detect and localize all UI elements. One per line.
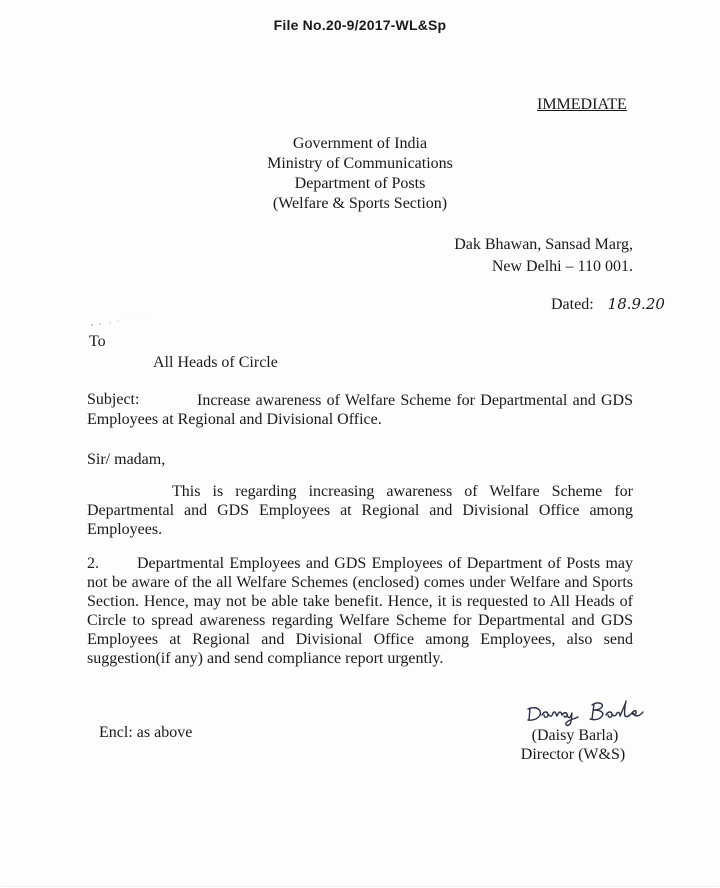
- scan-speckle: [88, 315, 158, 329]
- signatory-name: (Daisy Barla): [531, 727, 619, 744]
- office-address: [380, 234, 633, 278]
- paragraph-2-number: 2.: [87, 555, 99, 572]
- scan-edge: [1, 886, 719, 887]
- paragraph-2-text: Departmental Employees and GDS Employees of Department of Posts may not be aware of the all Welfare Schemes (enclosed) comes under Welfare and Sports Section. Hence, may not be able take benefit. Hence, it is requested to All Heads of Circle to spread awareness regarding Welfare Scheme for Departmental and GDS Employees at Regional and Divisional Office among Employees, also send suggestion(if any) and send compliance report urgently.: [87, 555, 633, 667]
- date-line: [551, 295, 665, 314]
- enclosure-note: Encl: as above: [99, 724, 193, 741]
- office-line-section: (Welfare & Sports Section): [272, 195, 448, 212]
- date-value: 18.9.20: [607, 295, 665, 313]
- office-line-department: Department of Posts: [294, 175, 426, 192]
- office-heading: [210, 134, 510, 214]
- address-line-1: Dak Bhawan, Sansad Marg,: [454, 236, 633, 253]
- file-number: File No.20-9/2017-WL&Sp: [273, 17, 447, 33]
- paragraph-1: This is regarding increasing awareness of Welfare Scheme for Departmental and GDS Employees at Regional and Divisional Office among Employees.: [87, 483, 633, 538]
- address-line-2: New Delhi – 110 001.: [491, 258, 633, 275]
- signatory-title: Director (W&S): [520, 746, 626, 763]
- subject-text: Increase awareness of Welfare Scheme for Departmental and GDS Employees at Regional and Divisional Office.: [87, 392, 633, 428]
- date-label: Dated:: [551, 296, 594, 313]
- to-label: To: [89, 333, 106, 350]
- recipient: All Heads of Circle: [153, 354, 278, 371]
- office-line-ministry: Ministry of Communications: [267, 155, 453, 172]
- subject-label: Subject:: [87, 391, 140, 408]
- paragraph-2: [87, 554, 633, 668]
- priority-label: IMMEDIATE: [537, 96, 627, 113]
- salutation: Sir/ madam,: [87, 451, 166, 468]
- office-line-government: Government of India: [292, 135, 428, 152]
- handwritten-signature: [522, 695, 647, 729]
